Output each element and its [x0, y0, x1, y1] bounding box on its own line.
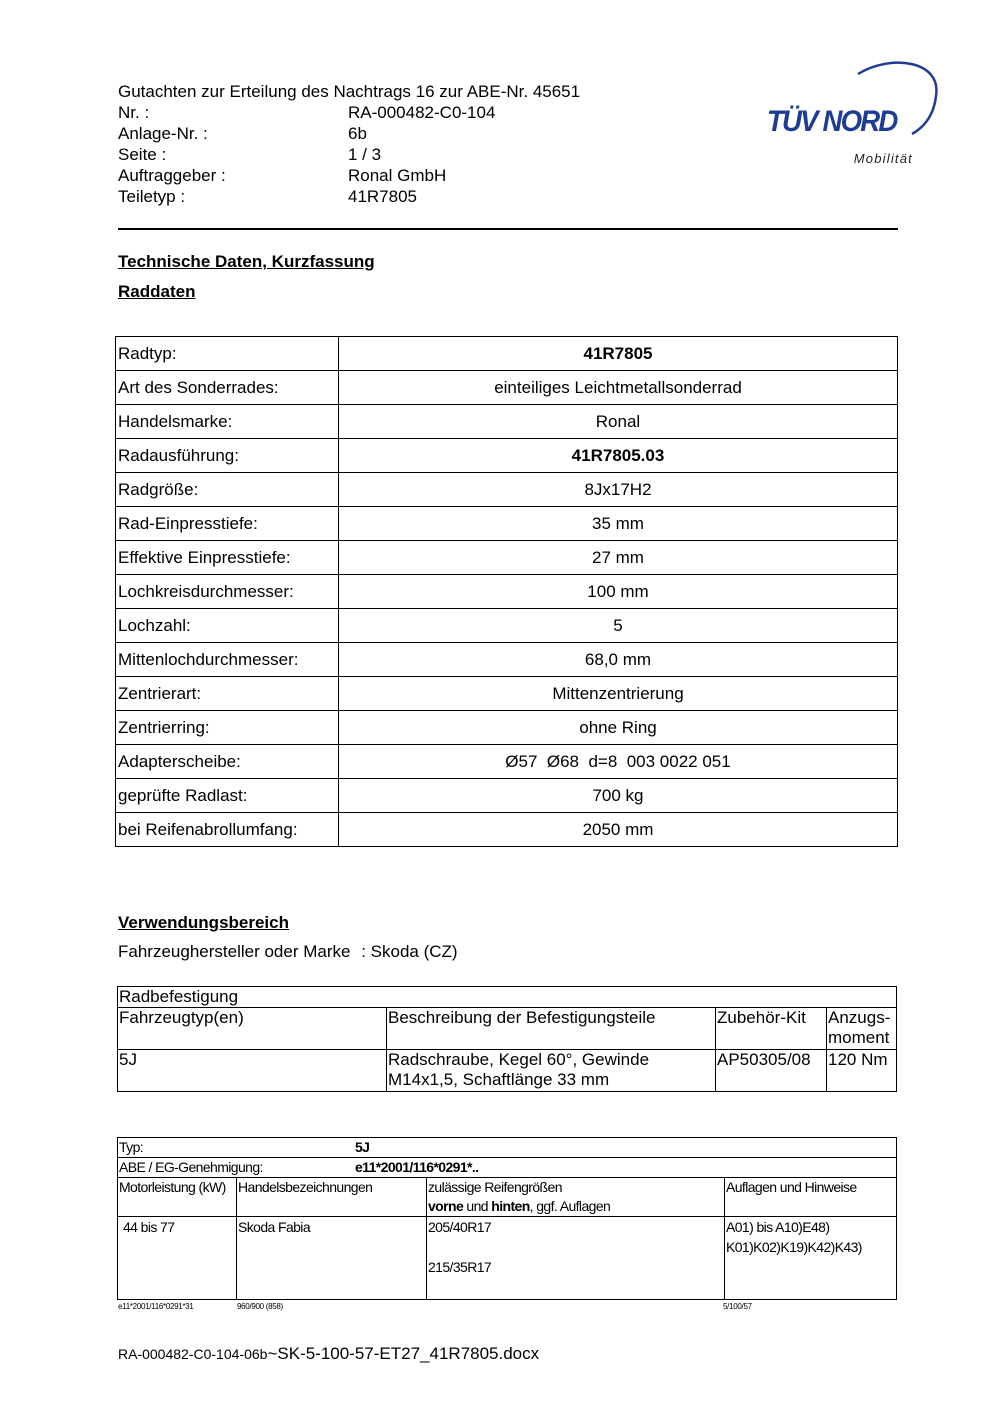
reifen-cell — [427, 1217, 725, 1300]
verwendung-title: Verwendungsbereich — [118, 913, 289, 932]
column-header: Fahrzeugtyp(en) — [118, 1008, 387, 1050]
typ-table — [117, 1137, 897, 1300]
header-value: 1 / 3 — [348, 145, 382, 164]
table-row — [116, 405, 898, 439]
reifen-value: 205/40R17 — [428, 1219, 492, 1235]
header-divider — [118, 228, 898, 230]
table-cell: 5J — [118, 1050, 387, 1092]
tuv-nord-logo — [760, 56, 945, 171]
table-row — [118, 987, 897, 1008]
row-label: Radgröße: — [116, 473, 339, 507]
row-value: 5 — [339, 609, 898, 643]
table-cell: 44 bis 77 — [118, 1217, 237, 1300]
row-label: geprüfte Radlast: — [116, 779, 339, 813]
row-label: Zentrierring: — [116, 711, 339, 745]
table-row — [116, 643, 898, 677]
table-row — [116, 813, 898, 847]
column-header: Beschreibung der Befestigungsteile — [387, 1008, 716, 1050]
table-row — [118, 1050, 897, 1092]
reifen-header-line2 — [428, 1197, 723, 1216]
header-label: Auftraggeber : — [118, 166, 226, 185]
radbefestigung-table — [117, 986, 897, 1092]
document-title: Gutachten zur Erteilung des Nachtrags 16 zur ABE-Nr. 45651 — [118, 82, 581, 101]
typ-row — [118, 1138, 897, 1158]
raddaten-table — [115, 336, 898, 847]
table-row — [118, 1217, 897, 1300]
header-label: Seite : — [118, 145, 167, 164]
reifen-und: und — [463, 1198, 492, 1214]
row-value: 41R7805.03 — [339, 439, 898, 473]
table-row — [118, 1138, 897, 1158]
table-row — [116, 677, 898, 711]
row-value: 35 mm — [339, 507, 898, 541]
reifen-header-line: zulässige Reifengrößen — [428, 1179, 562, 1195]
header-row — [118, 144, 580, 165]
header-row — [118, 186, 580, 207]
table-row — [118, 1158, 897, 1178]
row-value: 2050 mm — [339, 813, 898, 847]
table-row — [116, 779, 898, 813]
header-value: 6b — [348, 124, 367, 143]
table-row — [116, 473, 898, 507]
table-cell: 120 Nm — [827, 1050, 897, 1092]
section-title: Technische Daten, Kurzfassung — [118, 252, 375, 271]
document-footer — [118, 1344, 539, 1364]
row-value: 700 kg — [339, 779, 898, 813]
row-value: 27 mm — [339, 541, 898, 575]
header-value: 41R7805 — [348, 187, 418, 206]
footnote: 960/900 (858) — [237, 1302, 283, 1311]
header-row — [118, 102, 580, 123]
column-header: Zubehör-Kit — [716, 1008, 827, 1050]
reifen-hinten: hinten — [491, 1198, 530, 1214]
table-row — [118, 1178, 897, 1217]
typ-label: Typ: — [119, 1139, 144, 1155]
header-label: Nr. : — [118, 103, 150, 122]
typ-value: 5J — [355, 1139, 370, 1155]
header-row — [118, 123, 580, 144]
header-value: Ronal GmbH — [348, 166, 447, 185]
row-label: Lochkreisdurchmesser: — [116, 575, 339, 609]
hersteller-label: Fahrzeughersteller oder Marke — [118, 942, 351, 961]
auflagen-value: K01)K02)K19)K42)K43) — [726, 1239, 862, 1255]
table-row — [116, 575, 898, 609]
abe-value: e11*2001/116*0291*.. — [355, 1159, 479, 1175]
row-label: Lochzahl: — [116, 609, 339, 643]
table-row — [116, 711, 898, 745]
header-label: Teiletyp : — [118, 187, 186, 206]
table-row — [116, 609, 898, 643]
row-value: Mittenzentrierung — [339, 677, 898, 711]
row-value: ohne Ring — [339, 711, 898, 745]
hersteller-separator: : — [361, 942, 366, 961]
abe-label: ABE / EG-Genehmigung: — [119, 1159, 263, 1175]
column-header: Handelsbezeichnungen — [237, 1178, 427, 1217]
row-value: 100 mm — [339, 575, 898, 609]
reifen-value: 215/35R17 — [428, 1259, 492, 1275]
row-label: Rad-Einpresstiefe: — [116, 507, 339, 541]
radbefestigung-title: Radbefestigung — [118, 987, 897, 1008]
row-label: Effektive Einpresstiefe: — [116, 541, 339, 575]
table-row — [116, 745, 898, 779]
row-value: 41R7805 — [339, 337, 898, 371]
column-header: Auflagen und Hinweise — [725, 1178, 897, 1217]
row-label: bei Reifenabrollumfang: — [116, 813, 339, 847]
header-row — [118, 165, 580, 186]
section-subtitle: Raddaten — [118, 282, 196, 301]
row-value: Ronal — [339, 405, 898, 439]
row-label: Adapterscheibe: — [116, 745, 339, 779]
table-cell: AP50305/08 — [716, 1050, 827, 1092]
header-label: Anlage-Nr. : — [118, 124, 208, 143]
row-label: Radausführung: — [116, 439, 339, 473]
footnote: 5/100/57 — [723, 1302, 752, 1311]
row-label: Radtyp: — [116, 337, 339, 371]
reifen-header — [427, 1178, 725, 1217]
table-row — [116, 507, 898, 541]
hersteller-value: Skoda (CZ) — [370, 942, 458, 961]
footer-filename: ~SK-5-100-57-ET27_41R7805.docx — [267, 1344, 540, 1363]
table-row — [118, 1008, 897, 1050]
auflagen-value: A01) bis A10)E48) — [726, 1219, 830, 1235]
table-row — [116, 541, 898, 575]
auflagen-cell — [725, 1217, 897, 1300]
row-label: Mittenlochdurchmesser: — [116, 643, 339, 677]
footer-id: RA-000482-C0-104-06b — [118, 1346, 268, 1362]
logo-wordmark: TÜV NORD — [767, 105, 897, 138]
row-value: Ø57 Ø68 d=8 003 0022 051 — [339, 745, 898, 779]
footnote: e11*2001/116*0291*31 — [118, 1302, 194, 1311]
row-value: 8Jx17H2 — [339, 473, 898, 507]
document-header — [118, 81, 580, 207]
table-row — [116, 337, 898, 371]
logo-subtitle: Mobilität — [853, 151, 913, 166]
row-value: 68,0 mm — [339, 643, 898, 677]
table-cell: Skoda Fabia — [237, 1217, 427, 1300]
row-label: Zentrierart: — [116, 677, 339, 711]
header-value: RA-000482-C0-104 — [348, 103, 496, 122]
row-value: einteiliges Leichtmetallsonderrad — [339, 371, 898, 405]
column-header: Anzugs-moment — [827, 1008, 897, 1050]
table-row — [116, 371, 898, 405]
reifen-rest: , ggf. Auflagen — [529, 1198, 611, 1214]
row-label: Art des Sonderrades: — [116, 371, 339, 405]
abe-row — [118, 1158, 897, 1178]
column-header: Motorleistung (kW) — [118, 1178, 237, 1217]
row-label: Handelsmarke: — [116, 405, 339, 439]
table-cell: Radschraube, Kegel 60°, Gewinde M14x1,5, Schaftlänge 33 mm — [387, 1050, 716, 1092]
table-row — [116, 439, 898, 473]
reifen-vorne: vorne — [428, 1198, 464, 1214]
hersteller-line — [118, 942, 458, 962]
